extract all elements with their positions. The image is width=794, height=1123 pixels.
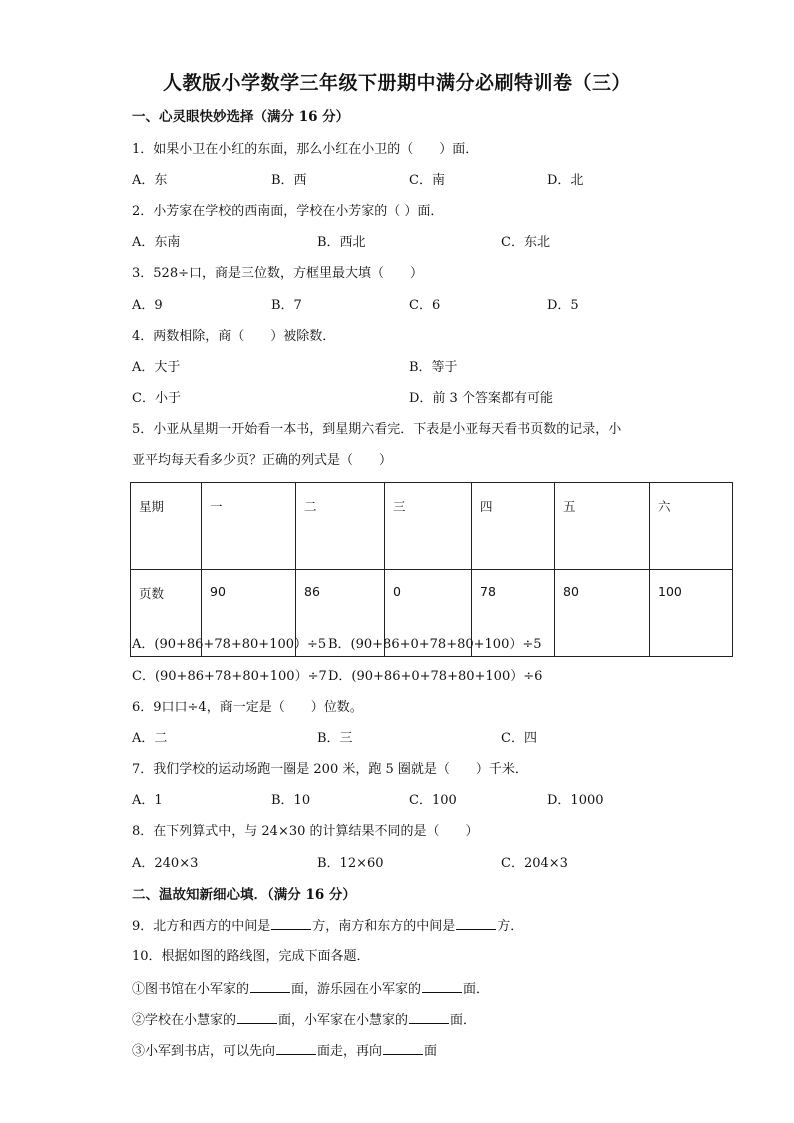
q1-option-d: D．北 xyxy=(547,173,584,188)
answer-blank[interactable] xyxy=(409,1011,449,1024)
table-cell: 四 xyxy=(472,483,555,570)
q10-s1-part-1: ①图书馆在小军家的 xyxy=(132,982,250,997)
q4-option-a: A．大于 xyxy=(132,360,181,375)
table-cell: 86 xyxy=(296,570,385,657)
table-cell: 100 xyxy=(650,570,733,657)
question-5-stem-line-1: 5．小亚从星期一开始看一本书，到星期六看完．下表是小亚每天看书页数的记录，小 xyxy=(132,422,622,437)
q3-option-d: D．5 xyxy=(547,298,579,313)
table-cell: 80 xyxy=(555,570,650,657)
q5-option-d: D．(90+86+0+78+80+100）÷6 xyxy=(328,669,543,684)
table-cell: 页数 xyxy=(131,570,202,657)
table-cell: 78 xyxy=(472,570,555,657)
q2-option-a: A．东南 xyxy=(132,235,181,250)
q7-option-b: B．10 xyxy=(271,793,311,808)
answer-blank[interactable] xyxy=(237,1011,277,1024)
question-10-sub-3 xyxy=(132,1042,437,1061)
table-cell: 一 xyxy=(202,483,296,570)
q10-s2-part-1: ②学校在小慧家的 xyxy=(132,1013,237,1028)
q8-option-c: C．204×3 xyxy=(501,856,568,871)
q7-option-d: D．1000 xyxy=(547,793,604,808)
section-2-heading: 二、温故知新细心填．（满分 16 分） xyxy=(132,887,356,903)
q2-option-c: C．东北 xyxy=(501,235,550,250)
q10-s3-part-3: 面 xyxy=(424,1044,438,1059)
table-cell: 六 xyxy=(650,483,733,570)
q4-option-d: D．前 3 个答案都有可能 xyxy=(409,391,553,406)
question-2-stem: 2．小芳家在学校的西南面，学校在小芳家的（ ）面． xyxy=(132,204,444,219)
q1-option-c: C．南 xyxy=(409,173,445,188)
q5-option-c: C．(90+86+78+80+100）÷7 xyxy=(132,669,327,684)
question-10-sub-2 xyxy=(132,1011,476,1030)
q6-option-c: C．四 xyxy=(501,731,537,746)
q6-option-a: A．二 xyxy=(132,731,168,746)
question-9 xyxy=(132,917,523,936)
question-3-stem: 3．528÷口，商是三位数，方框里最大填（ ） xyxy=(132,266,423,281)
q8-option-a: A．240×3 xyxy=(132,856,199,871)
answer-blank[interactable] xyxy=(422,980,462,993)
answer-blank[interactable] xyxy=(383,1042,423,1055)
question-10-stem: 10．根据如图的路线图，完成下面各题． xyxy=(132,949,370,964)
q4-option-b: B．等于 xyxy=(409,360,458,375)
table-cell: 三 xyxy=(385,483,472,570)
question-7-stem: 7．我们学校的运动场跑一圈是 200 米，跑 5 圈就是（ ）千米． xyxy=(132,762,528,777)
question-5-stem-line-2: 亚平均每天看多少页？正确的列式是（ ） xyxy=(132,453,393,468)
q3-option-b: B．7 xyxy=(271,298,302,313)
q3-option-a: A．9 xyxy=(132,298,163,313)
q9-text-part-1: 9．北方和西方的中间是 xyxy=(132,919,271,934)
question-4-stem: 4．两数相除，商（ ）被除数． xyxy=(132,329,336,344)
table-cell: 90 xyxy=(202,570,296,657)
question-8-stem: 8．在下列算式中，与 24×30 的计算结果不同的是（ ） xyxy=(132,824,479,839)
section-1-heading: 一、心灵眼快妙选择（满分 16 分） xyxy=(132,109,350,125)
q1-option-a: A．东 xyxy=(132,173,168,188)
page-title: 人教版小学数学三年级下册期中满分必刷特训卷（三） xyxy=(162,72,631,94)
question-6-stem: 6．9口口÷4，商一定是（ ）位数。 xyxy=(132,700,363,715)
q9-text-part-2: 方，南方和东方的中间是 xyxy=(312,919,456,934)
q7-option-a: A．1 xyxy=(132,793,163,808)
q10-s2-part-3: 面． xyxy=(450,1013,477,1028)
q7-option-c: C．100 xyxy=(409,793,457,808)
q1-option-b: B．西 xyxy=(271,173,307,188)
q8-option-b: B．12×60 xyxy=(317,856,384,871)
q10-s1-part-3: 面． xyxy=(463,982,490,997)
table-cell: 0 xyxy=(385,570,472,657)
answer-blank[interactable] xyxy=(271,917,311,930)
q10-s2-part-2: 面，小军家在小慧家的 xyxy=(278,1013,409,1028)
q2-option-b: B．西北 xyxy=(317,235,366,250)
answer-blank[interactable] xyxy=(276,1042,316,1055)
q6-option-b: B．三 xyxy=(317,731,353,746)
table-cell: 五 xyxy=(555,483,650,570)
q9-text-part-3: 方． xyxy=(497,919,524,934)
q5-option-a: A．(90+86+78+80+100）÷5 xyxy=(132,637,327,652)
table-cell: 二 xyxy=(296,483,385,570)
question-10-sub-1 xyxy=(132,980,489,999)
q4-option-c: C．小于 xyxy=(132,391,181,406)
table-cell: 星期 xyxy=(131,483,202,570)
table-row xyxy=(131,483,733,570)
reading-record-table xyxy=(130,482,733,657)
q10-s3-part-2: 面走，再向 xyxy=(317,1044,383,1059)
answer-blank[interactable] xyxy=(456,917,496,930)
q10-s1-part-2: 面，游乐园在小军家的 xyxy=(291,982,422,997)
q5-option-b: B．(90+86+0+78+80+100）÷5 xyxy=(328,637,542,652)
question-1-stem: 1．如果小卫在小红的东面，那么小红在小卫的（ ）面． xyxy=(132,142,479,157)
answer-blank[interactable] xyxy=(250,980,290,993)
q3-option-c: C．6 xyxy=(409,298,441,313)
q10-s3-part-1: ③小军到书店，可以先向 xyxy=(132,1044,276,1059)
